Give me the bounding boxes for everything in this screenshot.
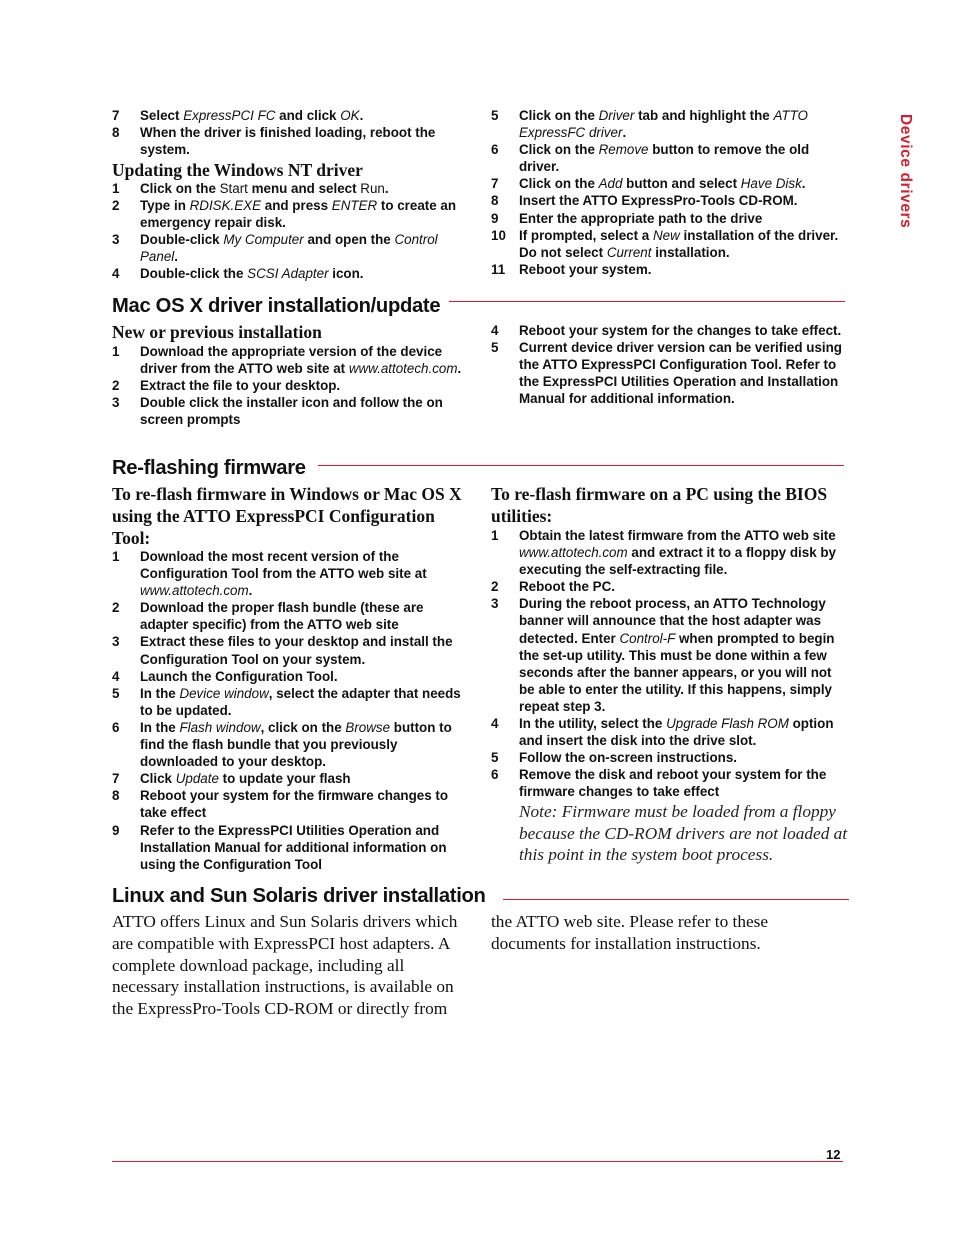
step-text: Upgrade Flash ROM <box>666 716 789 732</box>
step-text: Start <box>219 181 248 196</box>
step-text: In the <box>140 719 180 735</box>
reflash-note: Note: Firmware must be loaded from a floppy because the CD-ROM drivers are not loaded at this point in the system boot process. <box>519 802 848 865</box>
step-text: , click on the <box>260 719 346 735</box>
step-number: 5 <box>491 108 499 123</box>
list-item <box>112 265 464 282</box>
step-number: 2 <box>112 198 120 214</box>
list-item <box>491 715 843 749</box>
step-text: option and insert the disk into the drive slot. <box>519 716 834 749</box>
step-text: button and select <box>622 176 741 192</box>
step-number: 7 <box>112 108 120 123</box>
step-text: Double click the installer icon and follow the on screen prompts <box>140 395 443 428</box>
step-number: 1 <box>112 344 120 359</box>
step-text: and extract it to a floppy disk by executing the self-extracting file. <box>519 545 836 578</box>
list-item <box>112 107 464 124</box>
step-number: 6 <box>112 719 120 735</box>
list-item <box>112 231 464 265</box>
step-text: Control Panel <box>140 232 438 265</box>
list-item <box>491 227 843 261</box>
step-text: and open the <box>303 232 395 248</box>
step-text: Refer to the ExpressPCI Utilities Operation and Installation Manual for additional information on using the Configuration Tool <box>140 822 447 872</box>
step-text: New <box>652 227 680 243</box>
step-number: 3 <box>112 232 120 248</box>
step-number: 4 <box>112 668 120 684</box>
step-text: Remove the disk and reboot your system for the firmware changes to take effect <box>519 767 827 800</box>
list-item <box>112 197 464 231</box>
linux-section-heading: Linux and Sun Solaris driver installation <box>112 885 486 907</box>
step-number: 8 <box>112 788 120 804</box>
page-number: 12 <box>826 1147 841 1162</box>
step-text: In the utility, select the <box>519 716 667 732</box>
col1-top-steps <box>112 107 464 158</box>
reflash-right-subheading: To re-flash firmware on a PC using the BIOS utilities: <box>491 484 828 526</box>
step-text: Current <box>606 244 652 260</box>
step-number: 8 <box>112 125 120 141</box>
reflash-section-heading: Re-flashing firmware <box>112 457 306 479</box>
step-text: when prompted to begin the set-up utility. This must be done within a few seconds after the banner appears, or you will not be able to enter the utility. If this happens, simply repeat step 3. <box>519 630 835 714</box>
step-text: If prompted, select a <box>519 227 653 243</box>
step-text: button to find the flash bundle that you previously downloaded to your desktop. <box>140 719 452 770</box>
linux-body-left: ATTO offers Linux and Sun Solaris drivers which are compatible with ExpressPCI host adapters. A complete download package, including all necessary installation instructions, is available on the ExpressPro-Tools CD-ROM or directly from <box>112 912 458 1019</box>
step-text: RDISK.EXE <box>189 198 262 214</box>
step-text: Reboot your system. <box>519 261 652 277</box>
list-item <box>112 719 464 770</box>
step-text: Flash window <box>179 719 261 735</box>
list-item <box>112 377 464 394</box>
step-number: 5 <box>491 340 499 356</box>
step-text: to create an emergency repair disk. <box>140 198 457 231</box>
list-item <box>112 770 464 787</box>
step-text: Add <box>598 176 623 192</box>
step-text: Obtain the latest firmware from the ATTO web site <box>519 528 836 543</box>
footer-rule <box>112 1161 843 1162</box>
step-text: Insert the ATTO ExpressPro-Tools CD-ROM. <box>519 193 798 209</box>
step-text: Have Disk <box>740 176 802 192</box>
step-text: Click on the <box>519 108 599 123</box>
step-text: and press <box>261 198 332 214</box>
list-item <box>491 339 843 407</box>
reflash-section-rule <box>318 465 844 466</box>
nt-heading: Updating the Windows NT driver <box>112 160 363 180</box>
step-number: 5 <box>112 685 120 701</box>
step-text: , select the adapter that needs to be updated. <box>140 685 461 718</box>
step-text: During the reboot process, an ATTO Technology banner will announce that the host adapter was detected. Enter <box>519 596 826 646</box>
step-text: www.attotech.com <box>348 361 458 377</box>
mac-section-heading: Mac OS X driver installation/update <box>112 295 441 317</box>
list-item <box>491 578 843 595</box>
list-item <box>491 766 843 800</box>
step-number: 2 <box>112 600 120 616</box>
linux-section-rule <box>503 899 849 900</box>
list-item <box>112 394 464 428</box>
list-item <box>491 595 843 715</box>
step-text: installation. <box>651 244 730 260</box>
list-item <box>112 822 464 873</box>
list-item <box>112 787 464 821</box>
list-item <box>112 685 464 719</box>
step-text: Reboot the PC. <box>519 579 615 595</box>
step-number: 6 <box>491 142 499 158</box>
step-text: SCSI Adapter <box>247 266 329 282</box>
step-text: www.attotech.com <box>140 583 249 599</box>
step-text: Current device driver version can be verified using the ATTO ExpressPCI Configuration Tool. Refer to the ExpressPCI Utilities Operation and Installation Manual for additional information. <box>519 340 842 407</box>
step-text: Follow the on-screen instructions. <box>519 750 737 766</box>
list-item <box>491 322 843 339</box>
list-item <box>112 124 464 158</box>
step-number: 5 <box>491 750 499 766</box>
step-number: 3 <box>112 634 120 650</box>
list-item <box>491 749 843 766</box>
step-number: 1 <box>491 528 499 543</box>
list-item <box>491 192 843 209</box>
step-text: ATTO ExpressFC driver <box>519 108 808 141</box>
step-text: ENTER <box>331 198 378 214</box>
list-item <box>112 548 464 599</box>
step-text: Reboot your system for the changes to take effect. <box>519 323 842 338</box>
step-number: 3 <box>112 395 120 411</box>
reflash-left-subheading: To re-flash firmware in Windows or Mac OS X using the ATTO ExpressPCI Configuration Tool: <box>112 484 462 548</box>
step-text: Click on the <box>519 142 599 158</box>
step-text: to update your flash <box>218 771 351 787</box>
step-number: 4 <box>491 716 499 732</box>
step-number: 4 <box>491 323 499 338</box>
step-number: 3 <box>491 596 499 612</box>
side-tab <box>886 114 916 269</box>
step-text: OK <box>340 108 360 123</box>
step-text: Control-F <box>619 630 676 646</box>
step-text: Select <box>140 108 184 123</box>
step-text: . <box>384 181 389 196</box>
step-number: 7 <box>491 176 499 192</box>
mac-steps-right <box>491 322 843 407</box>
linux-body-right: the ATTO web site. Please refer to these documents for installation instructions. <box>491 912 769 953</box>
step-text: Double-click <box>140 232 224 248</box>
reflash-right-steps <box>491 527 843 801</box>
step-number: 6 <box>491 767 499 783</box>
step-text: Type in <box>140 198 190 214</box>
step-text: Download the appropriate version of the device driver from the ATTO web site at <box>140 344 443 377</box>
step-text: When the driver is finished loading, reboot the system. <box>140 125 436 158</box>
step-number: 9 <box>491 210 499 226</box>
list-item <box>491 261 843 278</box>
col2-top-steps <box>491 107 843 278</box>
side-tab-label: Device drivers <box>897 114 914 229</box>
mac-subheading: New or previous installation <box>112 322 322 342</box>
step-text: . <box>622 125 627 141</box>
step-text: Download the most recent version of the Configuration Tool from the ATTO web site at <box>140 549 427 582</box>
list-item <box>491 210 843 227</box>
step-text: installation of the driver. Do not select <box>519 227 839 260</box>
step-text: Enter the appropriate path to the drive <box>519 210 763 226</box>
step-text: Remove <box>598 142 649 158</box>
step-text: tab and highlight the <box>634 108 774 123</box>
step-number: 1 <box>112 181 120 196</box>
list-item <box>491 527 843 578</box>
step-text: Driver <box>598 108 635 123</box>
step-text: Extract these files to your desktop and install the Configuration Tool on your system. <box>140 634 453 667</box>
step-text: . <box>174 249 178 265</box>
step-text: Run <box>360 181 385 196</box>
mac-section-rule <box>449 301 845 302</box>
step-number: 4 <box>112 266 120 282</box>
reflash-left-steps <box>112 548 464 873</box>
step-text: Click on the <box>140 181 220 196</box>
step-text: . <box>248 583 253 599</box>
step-number: 7 <box>112 771 120 787</box>
list-item <box>491 107 843 141</box>
nt-steps <box>112 180 464 283</box>
list-item <box>112 668 464 685</box>
step-text: My Computer <box>223 232 304 248</box>
step-text: . <box>359 108 364 123</box>
step-text: ExpressPCI FC <box>183 108 276 123</box>
step-number: 1 <box>112 549 120 564</box>
mac-steps-left <box>112 343 464 428</box>
list-item <box>491 141 843 175</box>
step-text: Click on the <box>519 176 599 192</box>
step-text: Update <box>175 771 219 787</box>
step-text: Browse <box>345 719 391 735</box>
step-text: Extract the file to your desktop. <box>140 378 341 394</box>
list-item <box>491 175 843 192</box>
step-text: Click <box>140 771 176 787</box>
step-text: . <box>457 361 462 377</box>
step-text: . <box>801 176 806 192</box>
list-item <box>112 343 464 377</box>
step-text: Download the proper flash bundle (these are adapter specific) from the ATTO web site <box>140 600 424 633</box>
step-number: 2 <box>491 579 499 595</box>
step-text: Double-click the <box>140 266 248 282</box>
step-text: button to remove the old driver. <box>519 142 810 175</box>
step-text: Launch the Configuration Tool. <box>140 668 338 684</box>
step-text: www.attotech.com <box>519 545 628 561</box>
list-item <box>112 633 464 667</box>
step-text: and click <box>275 108 341 123</box>
list-item <box>112 599 464 633</box>
step-text: Device window <box>179 685 269 701</box>
step-number: 2 <box>112 378 120 394</box>
step-number: 9 <box>112 822 120 838</box>
step-number: 11 <box>491 261 506 277</box>
step-text: Reboot your system for the firmware changes to take effect <box>140 788 449 821</box>
step-text: menu and select <box>247 181 361 196</box>
step-number: 8 <box>491 193 499 209</box>
step-text: icon. <box>328 266 364 282</box>
step-text: In the <box>140 685 180 701</box>
list-item <box>112 180 464 197</box>
step-number: 10 <box>491 227 506 243</box>
